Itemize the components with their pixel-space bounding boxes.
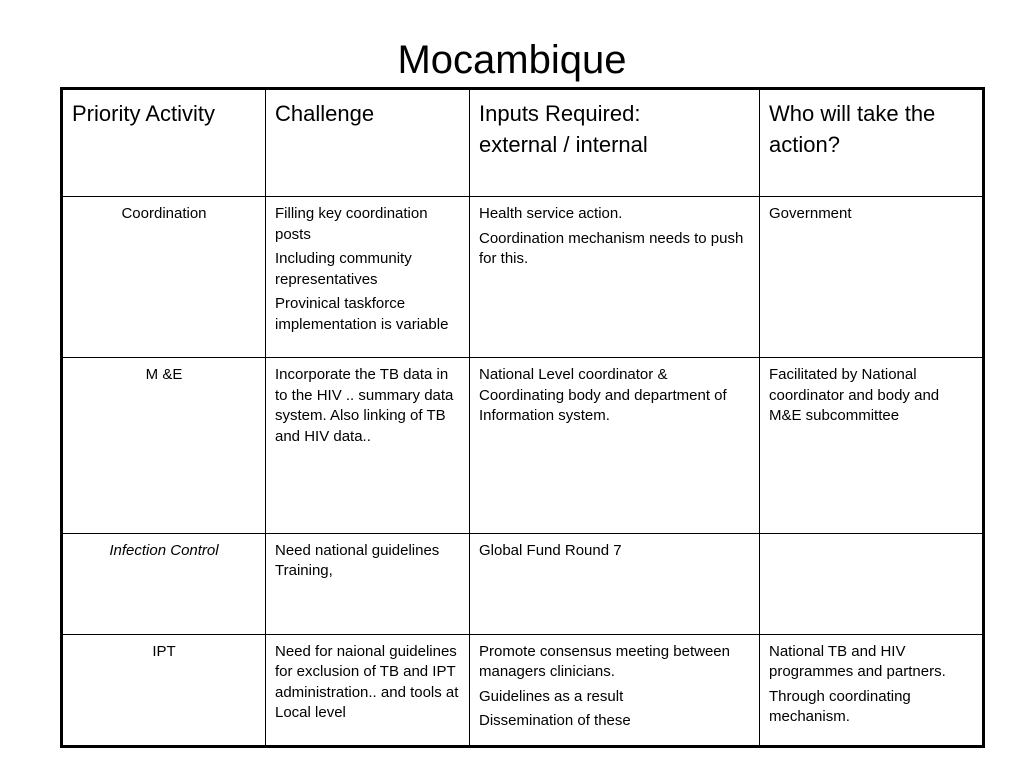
inputs-text: Global Fund Round 7 [479,541,622,559]
priority-activity-table [60,87,985,748]
slide-title: Mocambique [397,38,627,82]
header-priority-activity: Priority Activity [62,89,266,197]
header-inputs-required: Inputs Required: external / internal [470,89,760,197]
challenge-text: Incorporate the TB data in to the HIV .. summary data system. Also linking of TB and HIV data.. [275,366,454,445]
challenge-text: Including community representatives [275,250,412,288]
who-cell [760,634,984,746]
inputs-cell [470,358,760,533]
activity-cell: M &E [62,358,266,533]
challenge-text: Need national guidelines Training, [275,541,440,580]
challenge-text: Provinical taskforce implementation is variable [275,295,449,333]
inputs-cell [470,533,760,634]
inputs-text: National Level coordinator & Coordinating body and department of Information system. [479,366,727,425]
challenge-cell [266,197,470,358]
inputs-text: Coordination mechanism needs to push for this. [479,229,744,268]
table-row-ipt [62,634,984,746]
challenge-cell [266,533,470,634]
inputs-cell [470,634,760,746]
inputs-cell [470,197,760,358]
challenge-text: Filling key coordination posts [275,205,428,243]
inputs-text: Guidelines as a result [479,687,624,705]
header-who-will-take-action: Who will take the action? [760,89,984,197]
activity-cell: IPT [62,634,266,746]
table-row-m-e [62,358,984,533]
inputs-text: Dissemination of these [479,712,631,730]
who-cell [760,358,984,533]
challenge-text: Need for naional guidelines for exclusion of TB and IPT administration.. and tools at Local level [275,642,459,722]
activity-cell: Infection Control [62,533,266,634]
who-cell [760,197,984,358]
who-text: Through coordinating mechanism. [769,687,911,726]
challenge-cell [266,634,470,746]
table-header-row [62,89,984,197]
inputs-text: Health service action. [479,205,623,223]
who-text: National TB and HIV programmes and partners. [769,642,946,681]
table-row-coordination [62,197,984,358]
who-cell [760,533,984,634]
table-row-infection-control [62,533,984,634]
who-text: Facilitated by National coordinator and body and M&E subcommittee [769,366,940,425]
table-body [62,89,984,747]
challenge-cell [266,358,470,533]
header-challenge: Challenge [266,89,470,197]
inputs-text: Promote consensus meeting between managers clinicians. [479,642,730,681]
who-text: Government [769,205,852,223]
activity-cell: Coordination [62,197,266,358]
